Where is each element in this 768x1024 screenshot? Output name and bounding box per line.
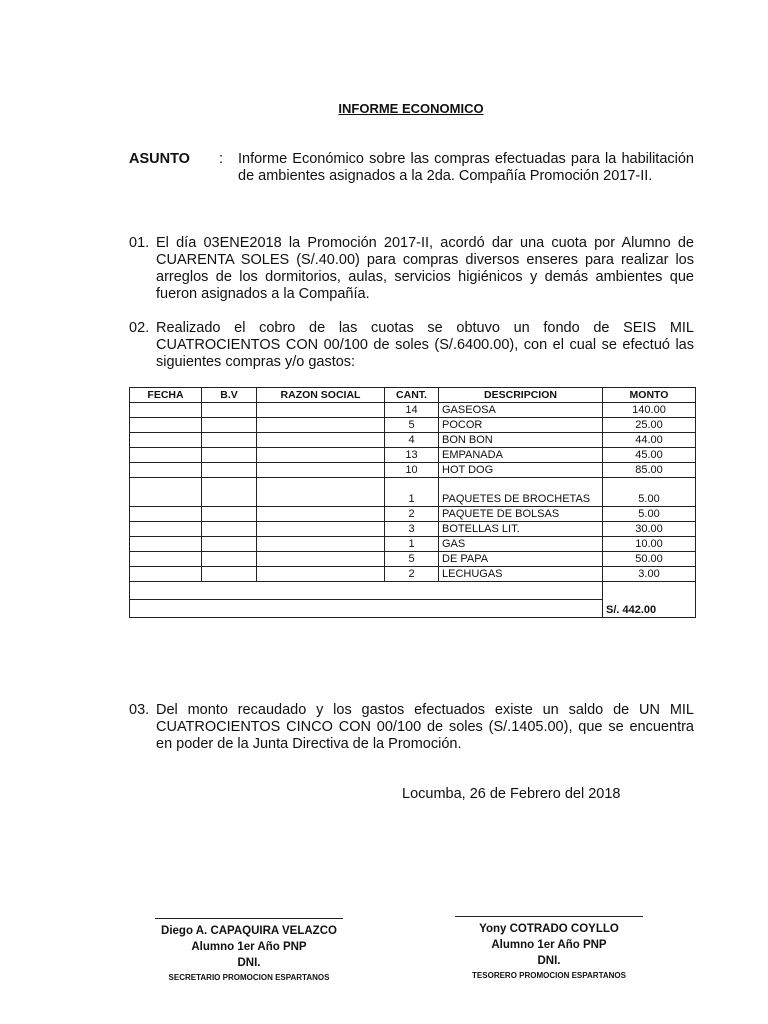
razon-social-cell: [257, 463, 385, 478]
razon-social-cell: [257, 507, 385, 522]
cant-cell: 10: [385, 463, 439, 478]
fecha-cell: [130, 552, 202, 567]
razon-social-cell: [257, 552, 385, 567]
table-row: [130, 448, 696, 463]
table-row: [130, 433, 696, 448]
asunto-label: ASUNTO: [129, 151, 190, 167]
cant-cell: 5: [385, 418, 439, 433]
razon-social-cell: [257, 478, 385, 507]
razon-social-cell: [257, 433, 385, 448]
fecha-cell: [130, 507, 202, 522]
paragraph-number: 03.: [129, 702, 150, 718]
table-row: [130, 478, 696, 507]
descripcion-cell: POCOR: [439, 418, 603, 433]
descripcion-cell: BOTELLAS LIT.: [439, 522, 603, 537]
table-row: [130, 403, 696, 418]
cant-cell: 5: [385, 552, 439, 567]
table-row: [130, 552, 696, 567]
table-row: [130, 522, 696, 537]
razon-social-cell: [257, 418, 385, 433]
cant-cell: 13: [385, 448, 439, 463]
header-razon-social: RAZON SOCIAL: [257, 388, 385, 403]
header-fecha: FECHA: [130, 388, 202, 403]
razon-social-cell: [257, 537, 385, 552]
monto-cell: 25.00: [603, 418, 696, 433]
header-cant: CANT.: [385, 388, 439, 403]
table-row: [130, 567, 696, 582]
bv-cell: [202, 567, 257, 582]
bv-cell: [202, 478, 257, 507]
total-row: [130, 582, 696, 600]
descripcion-cell: HOT DOG: [439, 463, 603, 478]
signer-rank: Alumno 1er Año PNP: [191, 941, 307, 953]
razon-social-cell: [257, 567, 385, 582]
cant-cell: 14: [385, 403, 439, 418]
descripcion-cell: GASEOSA: [439, 403, 603, 418]
bv-cell: [202, 463, 257, 478]
paragraph-02: Realizado el cobro de las cuotas se obtuvo un fondo de SEIS MIL CUATROCIENTOS CON 00/100 de soles (S/.6400.00), con el cual se efectuó las siguientes compras y/o gastos:: [156, 320, 694, 370]
paragraph-number: 01.: [129, 235, 150, 251]
monto-cell: 85.00: [603, 463, 696, 478]
signer-dni: DNI.: [237, 957, 261, 969]
signer-name: Yony COTRADO COYLLO: [479, 923, 619, 935]
table-row: [130, 507, 696, 522]
razon-social-cell: [257, 403, 385, 418]
bv-cell: [202, 433, 257, 448]
bv-cell: [202, 537, 257, 552]
signature-block-secretario: [124, 918, 374, 985]
signer-role: SECRETARIO PROMOCION ESPARTANOS: [168, 973, 330, 982]
fecha-cell: [130, 478, 202, 507]
bv-cell: [202, 403, 257, 418]
bv-cell: [202, 552, 257, 567]
table-row: [130, 418, 696, 433]
cant-cell: 1: [385, 478, 439, 507]
cant-cell: 3: [385, 522, 439, 537]
table-header-row: [130, 388, 696, 403]
razon-social-cell: [257, 522, 385, 537]
paragraph-03: Del monto recaudado y los gastos efectuados existe un saldo de UN MIL CUATROCIENTOS CINCO CON 00/100 de soles (S/.1405.00), que se encuentra en poder de la Junta Directiva de la Promoción.: [156, 702, 694, 752]
cant-cell: 2: [385, 567, 439, 582]
paragraph-number: 02.: [129, 320, 150, 336]
fecha-cell: [130, 537, 202, 552]
monto-cell: 3.00: [603, 567, 696, 582]
monto-cell: 140.00: [603, 403, 696, 418]
expenses-table: [129, 387, 696, 618]
monto-cell: 45.00: [603, 448, 696, 463]
table-row: [130, 463, 696, 478]
bv-cell: [202, 507, 257, 522]
fecha-cell: [130, 463, 202, 478]
bv-cell: [202, 418, 257, 433]
descripcion-cell: DE PAPA: [439, 552, 603, 567]
total-label-cell: [130, 582, 603, 600]
monto-cell: 5.00: [603, 507, 696, 522]
header-descripcion: DESCRIPCION: [439, 388, 603, 403]
fecha-cell: [130, 418, 202, 433]
signer-dni: DNI.: [537, 955, 561, 967]
signature-line: [155, 918, 343, 919]
bv-cell: [202, 522, 257, 537]
cant-cell: 4: [385, 433, 439, 448]
razon-social-cell: [257, 448, 385, 463]
monto-cell: 50.00: [603, 552, 696, 567]
cant-cell: 2: [385, 507, 439, 522]
date-line: Locumba, 26 de Febrero del 2018: [402, 786, 621, 802]
signer-name: Diego A. CAPAQUIRA VELAZCO: [161, 925, 337, 937]
fecha-cell: [130, 403, 202, 418]
descripcion-cell: PAQUETES DE BROCHETAS: [439, 478, 603, 507]
table-row: [130, 537, 696, 552]
fecha-cell: [130, 433, 202, 448]
signer-rank: Alumno 1er Año PNP: [491, 939, 607, 951]
fecha-cell: [130, 522, 202, 537]
total-amount: S/. 442.00: [603, 582, 696, 618]
cant-cell: 1: [385, 537, 439, 552]
monto-cell: 44.00: [603, 433, 696, 448]
asunto-text: Informe Económico sobre las compras efectuadas para la habilitación de ambientes asignados a la 2da. Compañía Promoción 2017-II.: [238, 151, 694, 184]
descripcion-cell: PAQUETE DE BOLSAS: [439, 507, 603, 522]
descripcion-cell: LECHUGAS: [439, 567, 603, 582]
descripcion-cell: GAS: [439, 537, 603, 552]
fecha-cell: [130, 567, 202, 582]
signer-role: TESORERO PROMOCION ESPARTANOS: [472, 971, 626, 980]
monto-cell: 30.00: [603, 522, 696, 537]
header-bv: B.V: [202, 388, 257, 403]
monto-cell: 5.00: [603, 478, 696, 507]
bv-cell: [202, 448, 257, 463]
header-monto: MONTO: [603, 388, 696, 403]
signature-line: [455, 916, 643, 917]
asunto-colon: :: [219, 151, 224, 167]
descripcion-cell: EMPANADA: [439, 448, 603, 463]
blank-cell: [130, 600, 603, 618]
fecha-cell: [130, 448, 202, 463]
descripcion-cell: BON BON: [439, 433, 603, 448]
paragraph-01: El día 03ENE2018 la Promoción 2017-II, acordó dar una cuota por Alumno de CUARENTA SOLES (S/.40.00) para compras diversos enseres para realizar los arreglos de los dormitorios, aulas, servicios higiénicos y demás ambientes que fueron asignados a la Compañía.: [156, 235, 694, 302]
signature-block-tesorero: [424, 916, 674, 983]
monto-cell: 10.00: [603, 537, 696, 552]
document-title: INFORME ECONOMICO: [338, 101, 484, 116]
